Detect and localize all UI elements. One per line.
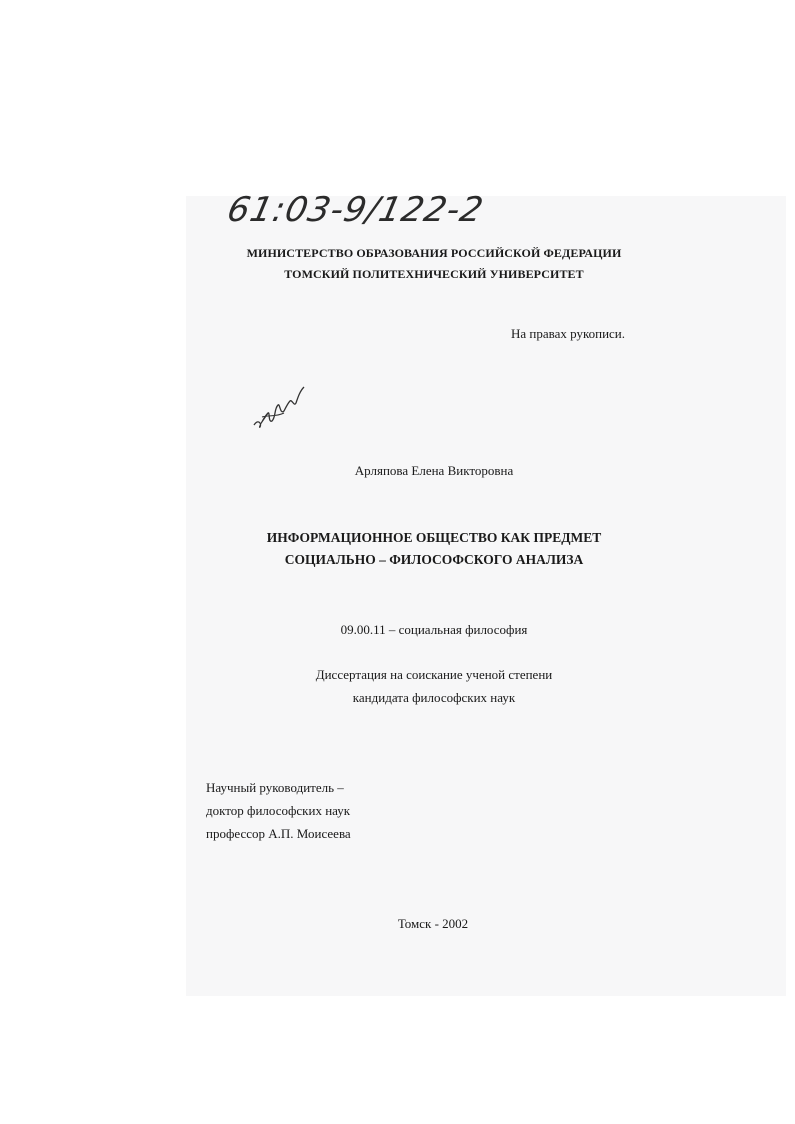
title-line-1: ИНФОРМАЦИОННОЕ ОБЩЕСТВО КАК ПРЕДМЕТ <box>266 530 602 545</box>
rights-note: На правах рукописи. <box>511 326 625 341</box>
author-name: Арляпова Елена Викторовна <box>354 463 514 478</box>
dissertation-line-1: Диссертация на соискание ученой степени <box>315 667 553 682</box>
archive-code-handwritten: 61:03-9/122-2 <box>223 190 488 230</box>
scan-area <box>186 196 786 996</box>
ministry-line-1: МИНИСТЕРСТВО ОБРАЗОВАНИЯ РОССИЙСКОЙ ФЕДЕРАЦИИ <box>246 246 622 260</box>
supervisor-line-3: профессор А.П. Моисеева <box>206 826 351 841</box>
title-line-2: СОЦИАЛЬНО – ФИЛОСОФСКОГО АНАЛИЗА <box>284 552 584 567</box>
supervisor-line-1: Научный руководитель – <box>206 780 344 795</box>
specialty: 09.00.11 – социальная философия <box>340 622 528 637</box>
dissertation-line-2: кандидата философских наук <box>352 690 516 705</box>
signature-image <box>250 383 310 433</box>
city-year: Томск - 2002 <box>397 916 469 931</box>
university-name: ТОМСКИЙ ПОЛИТЕХНИЧЕСКИЙ УНИВЕРСИТЕТ <box>284 267 584 281</box>
supervisor-line-2: доктор философских наук <box>206 803 351 818</box>
